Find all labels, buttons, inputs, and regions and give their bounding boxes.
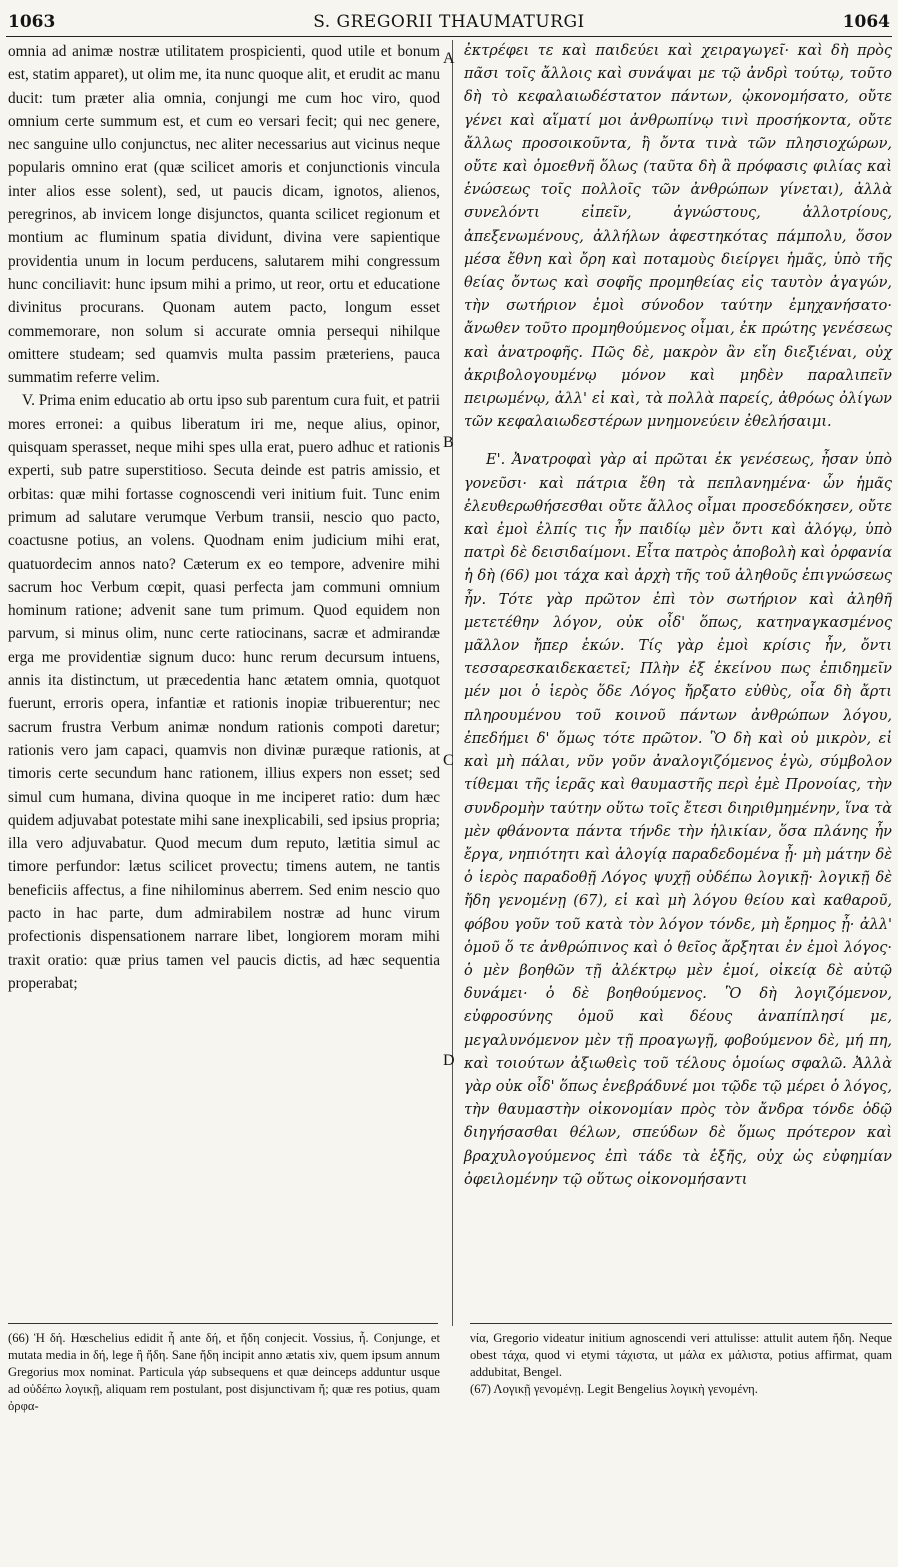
footnote: (66) Ἡ δή. Hœschelius edidit ἦ ante δή, et ἤδη conjecit. Vossius, ἦ. Conjunge, et mutata media in δή, lege ἢ ἤδη. Sane ἤδη incipit anno ætatis xiv, quem ipsum annum Gregorius mox nominat. Particula γάρ subsequens et quæ deinceps adduntur usque ad οὐδέπω λογικῇ, aliquam rem postulant, post disjunctivam ἤ; quæ res potius, quam ὀρφα- [8, 1331, 440, 1413]
page-number-left: 1063 [8, 12, 56, 32]
margin-letter-b: B [443, 434, 454, 451]
page-number-right: 1064 [842, 12, 890, 32]
margin-letter-a: A [443, 50, 455, 67]
greek-column [464, 40, 892, 1192]
column-divider [452, 40, 453, 1326]
running-header [0, 6, 898, 40]
latin-paragraph: V. Prima enim educatio ab ortu ipso sub parentum cura fuit, et patrii mores erronei: a quibus liberatum iri me, neque alius, opinor, quisquam sperasset, neque mihi spes ulla erat, puero adhuc et rationis experti, sub patre superstitioso. Secuta deinde est patris amissio, et orbitas: quæ mihi fortasse cognoscendi veri initium fuit. Tunc enim primum ad salutare verumque Verbum transii, nescio quo pacto, coactusne potius, an volens. Quodnam enim judicium mihi erat, quatuordecim annos nato? Cæterum ex eo tempore, advenire mihi sacrum hoc Verbum cœpit, quasi perfecta jam communi omnium hominum ratione; advenit sane tum primum. Quod equidem non parvum, si minus olim, nunc certe ratiocinans, sacræ et admirandæ erga me providentiæ signum duco: hunc rerum decursum intuens, annis ita distinctum, ut præcedentia hanc ætatem omnia, quotquot fuerunt, erroris opera, infantiæ et rationis inopiæ tribuerentur; nec sacrum frustra Verbum animæ nondum rationis compoti daretur; rationis vero jam capaci, quamvis non divinæ puræque rationis, at timoris certe secundum hanc rationem, illius expers non esset; sed simul cum humana, divina quoque in me inciperet ratio: dum hæc quidem adjuvabat potestate mihi sane inexplicabili, sed ipsius propria; illa vero adjuvabatur. Quod mecum dum reputo, lætitia simul ac timore perfundor: lætus scilicet provectu; timens autem, ne tantis beneficiis affectus, a fine nihilominus aberrem. Sed enim nescio quo pacto in hac parte, dum admirabilem nostræ ad hunc virum profectionis dispensationem narrare libet, longiorem moram mihi traxit oratio: quæ prius tamen vel paucis dictis, ad hæc sequentia properabat; [8, 392, 440, 992]
running-title: S. GREGORII THAUMATURGI [313, 12, 585, 32]
latin-paragraph: omnia ad animæ nostræ utilitatem prospicienti, quod utile et bonum est, statim apparet), ut olim me, ita nunc quoque alit, et erudit ac manu ducit: tum præter alia omnia, conjungi me cum hoc viro, quod omnium certe summum est, et cum eo versari fecit; qui nec genere, nec sanguine ullo conjunctus, nec aliter necessarius aut vicinus neque popularis omnino erat (quæ scilicet amoris et conjunctionis vincula inter alios esse solent), sed, ut paucis dicam, ignotos, alienos, peregrinos, ab invicem longe disjunctos, quanta scilicet regionum et montium ac fluminum spatia dividunt, divina vere sapientique providentia unum in locum perducens, salutarem mihi congressum hunc conciliavit: hunc ipsum mihi a primo, ut reor, ortu et educatione divinitus procurans. Quonam autem pacto, longum esset commemorare, non solum si accurate omnia persequi nihilque omittere studeam; sed quamvis multa passim præteriens, pauca summatim referre velim. [8, 43, 441, 387]
margin-letter-c: C [443, 752, 454, 769]
header-rule [6, 36, 892, 37]
footnotes-right [470, 1330, 892, 1398]
footnotes-left [8, 1330, 440, 1415]
margin-letter-d: D [443, 1052, 455, 1069]
greek-paragraph: ἐκτρέφει τε καὶ παιδεύει καὶ χειραγωγεῖ· καὶ δὴ πρὸς πᾶσι τοῖς ἄλλοις καὶ συνάψαι με τῷ ἀνδρὶ τούτῳ, τοῦτο δὴ τὸ κεφαλαιωδέστατον πάντων, ᾠκονομήσατο, οὔτε γένει καὶ αἵματί μοι ἀνθρωπίνῳ τινὶ προσήκοντα, οὔτε ἄλλως προσοικοῦντα, ἢ ὄντα τινὰ τῶν πλησιοχώρων, οὔτε καὶ ὁμοεθνῆ ὅλως (ταῦτα δὴ ἃ πρόφασις φιλίας καὶ ἑνώσεως τοῖς πολλοῖς τῶν ἀνθρώπων γίνεται), ἀλλὰ συνελόντι εἰπεῖν, ἀγνώστους, ἀλλοτρίους, ἀπεξενωμένους, ἀλλήλων ἀφεστηκότας πάμπολυ, ὅσον μέσα ἔθνη καὶ ὄρη καὶ ποταμοὺς διείργει ἡμᾶς, ὑπὸ τῆς θείας ὄντως καὶ σοφῆς προμηθείας εἰς ταυτὸν ἀγαγών, τὴν σωτήριον ἐμοὶ σύνοδον ταύτην ἐμηχανήσατο· ἄνωθεν τοῦτο προμηθούμενος οἶμαι, ἐκ πρώτης γενέσεως καὶ ἀνατροφῆς. Πῶς δὲ, μακρὸν ἂν εἴη διεξιέναι, οὐχ ἀκριβολογουμένῳ μόνον καὶ μηδὲν παραλιπεῖν πειρωμένῳ, ἀλλ' εἰ καὶ, τὰ πολλὰ παρείς, ἀθρόως ὀλίγων τῶν κεφαλαιωδεστέρων μνημονεύειν ἐθελήσαιμι. [464, 43, 892, 431]
footnote: (67) Λογικῇ γενομένῃ. Legit Bengelius λογικὴ γενομένη. [470, 1382, 758, 1396]
footnote-rule-right [470, 1323, 892, 1324]
greek-paragraph: Ε'. Ἀνατροφαὶ γὰρ αἱ πρῶται ἐκ γενέσεως, ἦσαν ὑπὸ γονεῦσι· καὶ πάτρια ἔθη τὰ πεπλανημένα· ὧν ἡμᾶς ἐλευθερωθήσεσθαι οὔτε ἄλλος οἶμαι προσεδόκησεν, οὔτε καὶ ἐμοὶ ἐλπίς τις ἦν παιδίῳ μὲν ὄντι καὶ ἀλόγῳ, ὑπὸ πατρὶ δὲ δεισιδαίμονι. Εἶτα πατρὸς ἀποβολὴ καὶ ὀρφανία ἡ δὴ (66) μοι τάχα καὶ ἀρχὴ τῆς τοῦ ἀληθοῦς ἐπιγνώσεως ἦν. Τότε γὰρ πρῶτον ἐπὶ τὸν σωτήριον καὶ ἀληθῆ μετετέθην λόγον, οὐκ οἶδ' ὅπως, κατηναγκασμένος μᾶλλον ἤπερ ἑκών. Τίς γὰρ ἐμοὶ κρίσις ἦν, ὄντι τεσσαρεσκαιδεκαετεῖ; Πλὴν ἐξ ἐκείνου πως ἐπιδημεῖν μέν μοι ὁ ἱερὸς ὅδε Λόγος ἤρξατο εὐθὺς, οἷα δὴ ἄρτι πληρουμένου τοῦ κοινοῦ πάντων ἀνθρώπων λόγου, ἐπεδήμει δ' ὅμως τότε πρῶτον. Ὃ δὴ καὶ οὐ μικρὸν, εἰ καὶ μὴ πάλαι, νῦν γοῦν ἀναλογιζόμενος ἐγὼ, σύμβολον τίθεμαι τῆς ἱερᾶς καὶ θαυμαστῆς περὶ ἐμὲ Προνοίας, τὴν συνδρομὴν ταύτην οὕτω τοῖς ἔτεσι διηριθμημένην, ἵνα τὰ μὲν φθάνοντα πάντα τήνδε τὴν ἡλικίαν, ὅσα πλάνης ἦν ἔργα, νηπιότητι καὶ ἀλογίᾳ παραδεδομένα ᾖ· μὴ μάτην δὲ ὁ ἱερὸς παραδοθῇ Λόγος ψυχῇ οὐδέπω λογικῇ· λογικῇ δὲ ἤδη γενομένῃ (67), εἰ καὶ μὴ λόγου θείου καὶ καθαροῦ, φόβου γοῦν τοῦ κατὰ τὸν λόγον τόνδε, μὴ ἔρημος ᾖ· ἀλλ' ὁμοῦ ὅ τε ἀνθρώπινος καὶ ὁ θεῖος ἄρξηται ἐν ἐμοὶ λόγος· ὁ μὲν βοηθῶν τῇ ἀλέκτρῳ μὲν ἐμοί, οἰκείᾳ δὲ αὐτῷ δυνάμει· ὁ δὲ βοηθούμενος. Ὃ δὴ λογιζόμενον, εὐφροσύνης ὁμοῦ καὶ δέους ἀναπίπλησί με, μεγαλυνόμενον μὲν τῇ προαγωγῇ, φοβούμενον δὲ, μή πη, καὶ τοιούτων ἀξιωθεὶς τοῦ τέλους ὁμοίως σφαλῶ. Ἀλλὰ γὰρ οὐκ οἶδ' ὅπως ἐνεβράδυνέ μοι τῷδε τῷ μέρει ὁ λόγος, τὴν θαυμαστὴν οἰκονομίαν πρὸς τὸν ἄνδρα τόνδε ὁδῷ διηγήσασθαι θέλων, σπεύδων δὲ ὅμως πρότερον καὶ βραχυλογούμενος ἐπὶ τάδε τὰ ἑξῆς, οὐχ ὡς εὐφημίαν ὀφειλομένην τῷ οὕτως οἰκονομήσαντι [464, 452, 892, 1188]
footnote-rule-left [8, 1323, 438, 1324]
footnote: νία, Gregorio videatur initium agnoscendi veri attulisse: attulit autem ἤδη. Neque obest τάχα, quod vi etymi τάχιστα, ut μάλα ex μάλιστα, potius affirmat, quam addubitat, Bengel. [470, 1331, 892, 1379]
latin-column [8, 40, 440, 995]
